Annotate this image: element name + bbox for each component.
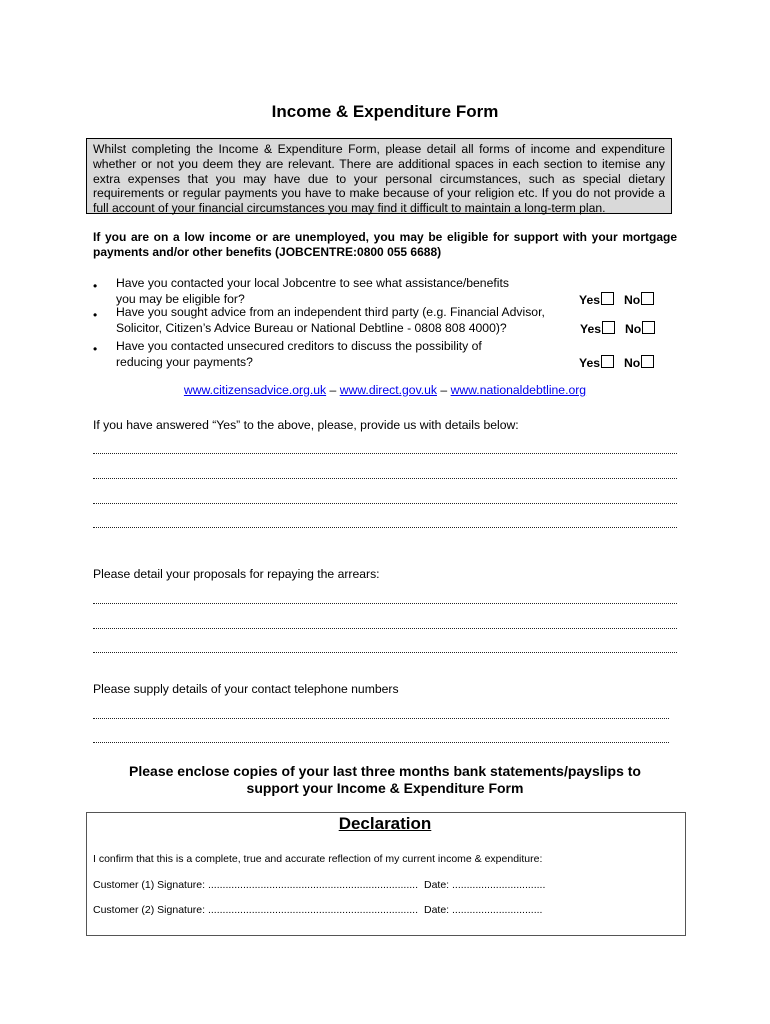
details-line-2[interactable] xyxy=(93,478,677,480)
no-label: No xyxy=(625,322,642,336)
customer-2-signature[interactable]: Customer (2) Signature: ........................................................................ xyxy=(93,904,419,916)
proposals-line-2[interactable] xyxy=(93,628,677,630)
declaration-title: Declaration xyxy=(338,814,432,833)
link-separator: – xyxy=(437,383,451,397)
customer-1-signature[interactable]: Customer (1) Signature: ........................................................................ xyxy=(93,879,419,891)
proposals-line-3[interactable] xyxy=(93,652,677,654)
enclose-line-2: support your Income & Expenditure Form xyxy=(246,780,524,796)
declaration-statement: I confirm that this is a complete, true and accurate reflection of my current income & expenditure: xyxy=(93,853,543,865)
question-2-no[interactable] xyxy=(625,321,655,336)
low-income-notice: If you are on a low income or are unemployed, you may be eligible for support with your mortgage payments and/or other benefits (JOBCENTRE:0800 055 6688) xyxy=(93,230,677,259)
national-debtline-link[interactable]: www.nationaldebtline.org xyxy=(450,383,587,397)
link-separator: – xyxy=(326,383,340,397)
details-line-3[interactable] xyxy=(93,503,677,505)
no-label: No xyxy=(624,293,641,307)
details-line-1[interactable] xyxy=(93,453,677,455)
yes-label: Yes xyxy=(579,293,601,307)
yes-label: Yes xyxy=(579,356,601,370)
question-2-yes[interactable] xyxy=(580,321,615,336)
bullet-marker: • xyxy=(93,342,98,356)
advice-links xyxy=(0,383,770,397)
phone-prompt: Please supply details of your contact telephone numbers xyxy=(93,682,399,696)
no-label: No xyxy=(624,356,641,370)
enclose-notice xyxy=(0,763,770,797)
form-title: Income & Expenditure Form xyxy=(271,102,499,121)
no-checkbox[interactable] xyxy=(641,355,654,368)
yes-label: Yes xyxy=(580,322,602,336)
proposals-prompt: Please detail your proposals for repaying the arrears: xyxy=(93,567,380,581)
no-checkbox[interactable] xyxy=(641,292,654,305)
yes-checkbox[interactable] xyxy=(602,321,615,334)
direct-gov-link[interactable]: www.direct.gov.uk xyxy=(339,383,438,397)
citizens-advice-link[interactable]: www.citizensadvice.org.uk xyxy=(183,383,327,397)
phone-line-2[interactable] xyxy=(93,742,669,744)
bullet-marker: • xyxy=(93,279,98,293)
question-3-yes[interactable] xyxy=(579,355,614,370)
question-2-line1: Have you sought advice from an independent third party (e.g. Financial Advisor, xyxy=(116,305,545,319)
question-1-line2: you may be eligible for? xyxy=(116,292,245,306)
intro-box: Whilst completing the Income & Expenditure Form, please detail all forms of income and expenditure whether or not you deem they are relevant. There are additional spaces in each section to itemise any extra expenses that you may have due to your personal circumstances, such as special dietary requirements or regular payments you have to make because of your religion etc. If you do not provide a full account of your financial circumstances you may find it difficult to maintain a long-term plan. xyxy=(86,138,672,214)
yes-checkbox[interactable] xyxy=(601,292,614,305)
question-3-line1: Have you contacted unsecured creditors to discuss the possibility of xyxy=(116,339,482,353)
enclose-line-1: Please enclose copies of your last three months bank statements/payslips to xyxy=(129,763,641,779)
customer-2-date[interactable]: Date: ............................... xyxy=(424,904,543,916)
yes-checkbox[interactable] xyxy=(601,355,614,368)
bullet-marker: • xyxy=(93,308,98,322)
question-3-line2: reducing your payments? xyxy=(116,355,253,369)
details-prompt: If you have answered “Yes” to the above, please, provide us with details below: xyxy=(93,418,519,432)
question-1-no[interactable] xyxy=(624,292,654,307)
customer-1-date[interactable]: Date: ................................ xyxy=(424,879,546,891)
no-checkbox[interactable] xyxy=(642,321,655,334)
question-3-no[interactable] xyxy=(624,355,654,370)
question-1-yes[interactable] xyxy=(579,292,614,307)
details-line-4[interactable] xyxy=(93,527,677,529)
phone-line-1[interactable] xyxy=(93,718,669,720)
proposals-line-1[interactable] xyxy=(93,603,677,605)
question-2-line2: Solicitor, Citizen’s Advice Bureau or National Debtline - 0808 808 4000)? xyxy=(116,321,507,335)
question-1-line1: Have you contacted your local Jobcentre to see what assistance/benefits xyxy=(116,276,509,290)
